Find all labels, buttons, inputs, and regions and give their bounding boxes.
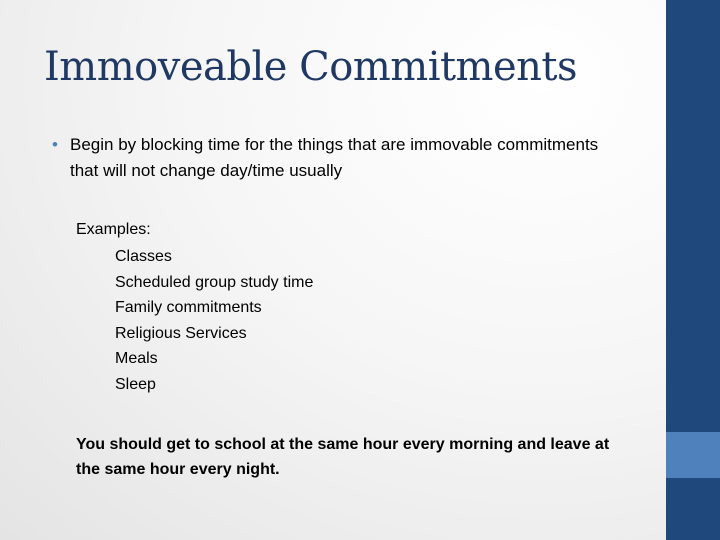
bullet-point <box>52 132 612 184</box>
slide-title: Immoveable Commitments <box>44 44 578 90</box>
examples-label: Examples: <box>76 221 151 238</box>
closing-note: You should get to school at the same hour every morning and leave at the same hour every night. <box>76 436 610 478</box>
example-item: Classes <box>115 248 172 265</box>
example-item: Scheduled group study time <box>115 273 314 291</box>
bullet-dot-icon: • <box>52 135 58 154</box>
example-item: Religious Services <box>115 324 247 342</box>
bullet-text: Begin by blocking time for the things that are immovable commitments that will not change day/time usually <box>70 135 599 180</box>
example-item: Family commitments <box>115 299 262 316</box>
decorative-sidebar-accent <box>666 432 720 478</box>
example-item: Sleep <box>115 375 156 393</box>
example-item: Meals <box>115 350 158 367</box>
examples-list <box>115 244 313 397</box>
